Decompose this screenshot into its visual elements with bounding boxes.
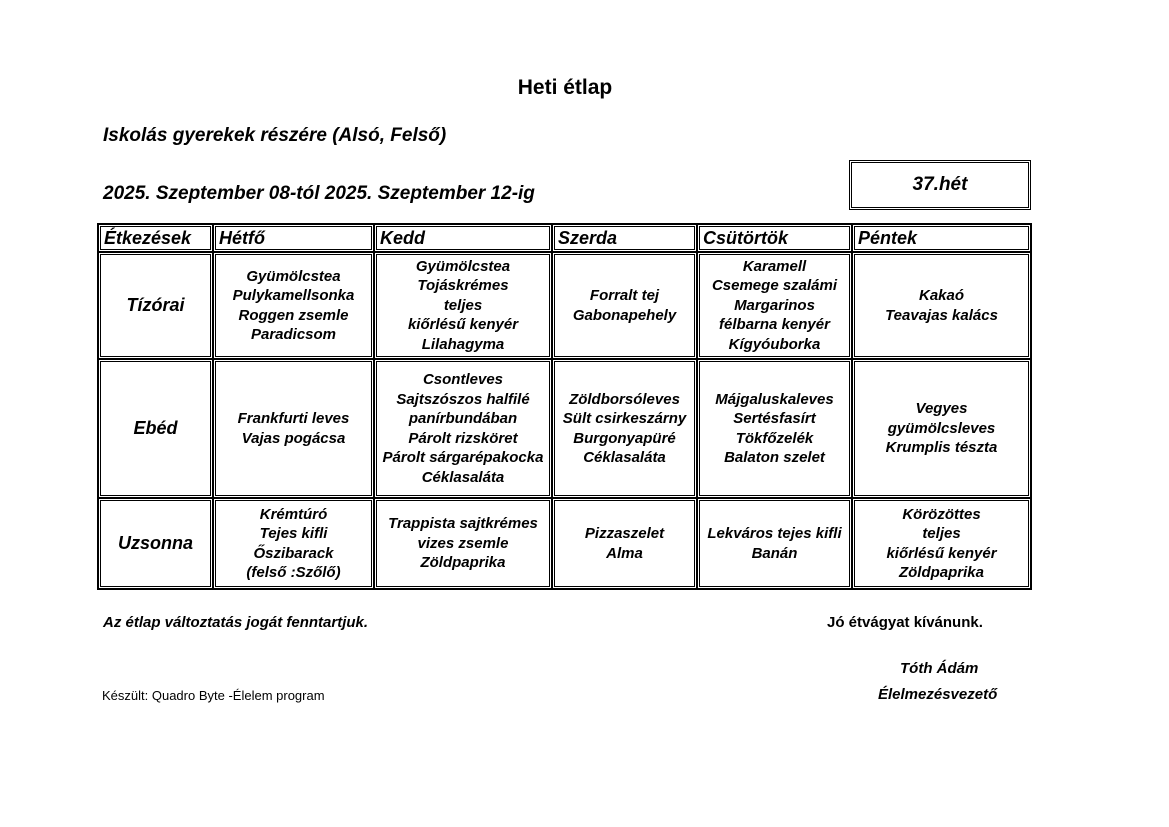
menu-item: Burgonyapüré — [573, 429, 676, 447]
menu-item: félbarna kenyér — [719, 316, 830, 334]
menu-item: Alma — [606, 544, 643, 562]
menu-cell-monday — [213, 252, 374, 359]
menu-item: Párolt sárgarépakocka — [382, 449, 544, 466]
menu-item: Zöldborsóleves — [569, 390, 680, 408]
software-credit: Készült: Quadro Byte -Élelem program — [102, 688, 325, 703]
meal-name: Ebéd — [98, 359, 213, 498]
week-number-box — [849, 160, 1031, 210]
menu-cell-wednesday — [552, 252, 697, 359]
menu-item: Sült csirkeszárny — [562, 410, 687, 427]
menu-cell-friday — [852, 252, 1031, 359]
menu-cell-friday — [852, 359, 1031, 498]
menu-cell-thursday — [697, 359, 852, 498]
meal-name: Tízórai — [98, 252, 213, 359]
menu-item: Tojáskrémes — [417, 277, 509, 295]
menu-item: Lekváros tejes kifli — [707, 525, 842, 542]
menu-item: teljes — [922, 525, 961, 542]
column-header-monday: Hétfő — [213, 224, 374, 252]
change-disclaimer: Az étlap változtatás jogát fenntartjuk. — [103, 614, 369, 631]
column-header-wednesday: Szerda — [552, 224, 697, 252]
menu-item: Csemege szalámi — [711, 277, 838, 295]
page-title: Heti étlap — [517, 76, 613, 99]
menu-item: Teavajas kalács — [885, 306, 998, 324]
menu-item: Céklasaláta — [583, 449, 666, 466]
menu-item: kiőrlésű kenyér — [407, 316, 519, 334]
menu-item: panírbundában — [408, 410, 518, 427]
menu-item: Kakaó — [918, 287, 965, 304]
menu-cell-thursday — [697, 498, 852, 589]
menu-cell-wednesday — [552, 498, 697, 589]
menu-item: Gabonapehely — [572, 306, 677, 324]
menu-item: Tejes kifli — [259, 525, 328, 542]
menu-item: Körözöttes — [902, 505, 981, 523]
menu-item: Margarinos — [734, 296, 815, 314]
menu-cell-friday — [852, 498, 1031, 589]
date-range: 2025. Szeptember 08-tól 2025. Szeptember 12-ig — [103, 183, 535, 204]
signer-name: Tóth Ádám — [900, 660, 979, 677]
menu-cell-monday — [213, 359, 374, 498]
weekly-menu-table — [97, 223, 1032, 590]
menu-item: Csontleves — [422, 371, 504, 388]
table-row-uzsonna — [98, 498, 1031, 589]
menu-cell-wednesday — [552, 359, 697, 498]
table-row-tizorai — [98, 252, 1031, 359]
signer-role: Élelmezésvezető — [878, 686, 998, 703]
table-header-row — [98, 224, 1031, 252]
menu-item: Sertésfasírt — [733, 410, 816, 427]
bon-appetit-note: Jó étvágyat kívánunk. — [827, 614, 983, 631]
menu-item: Párolt rizsköret — [408, 429, 518, 447]
menu-item: Tökfőzelék — [735, 429, 814, 447]
menu-item: Vajas pogácsa — [241, 429, 346, 447]
menu-cell-tuesday — [374, 498, 552, 589]
menu-item: Balaton szelet — [724, 449, 825, 466]
menu-item: Pizzaszelet — [584, 525, 665, 542]
menu-item: Gyümölcstea — [246, 267, 341, 285]
column-header-meals: Étkezések — [98, 224, 213, 252]
menu-item: Májgaluskaleves — [715, 390, 834, 408]
menu-item: Krumplis tészta — [885, 439, 998, 457]
menu-item: Zöldpaprika — [420, 554, 506, 572]
menu-item: (felső :Szőlő) — [246, 564, 341, 581]
column-header-tuesday: Kedd — [374, 224, 552, 252]
table-row-ebed — [98, 359, 1031, 498]
page-subtitle: Iskolás gyerekek részére (Alsó, Felső) — [103, 125, 447, 146]
week-number: 37.hét — [912, 174, 968, 195]
menu-item: Karamell — [742, 257, 807, 275]
menu-item: Gyümölcstea — [415, 257, 511, 275]
menu-item: Céklasaláta — [421, 468, 505, 486]
menu-item: Zöldpaprika — [898, 564, 984, 581]
menu-cell-monday — [213, 498, 374, 589]
menu-item: Roggen zsemle — [238, 306, 349, 324]
menu-item: Paradicsom — [250, 326, 337, 343]
menu-cell-thursday — [697, 252, 852, 359]
menu-item: Őszibarack — [253, 544, 334, 562]
column-header-friday: Péntek — [852, 224, 1031, 252]
menu-item: Lilahagyma — [421, 335, 505, 353]
menu-item: Pulykamellsonka — [232, 287, 355, 304]
menu-item: Kígyóuborka — [728, 335, 821, 353]
menu-item: Frankfurti leves — [237, 410, 350, 427]
menu-item: Vegyes — [915, 400, 968, 418]
menu-cell-tuesday — [374, 359, 552, 498]
meal-name: Uzsonna — [98, 498, 213, 589]
column-header-thursday: Csütörtök — [697, 224, 852, 252]
menu-item: Forralt tej — [589, 287, 660, 304]
menu-item: Trappista sajtkrémes — [388, 515, 538, 533]
menu-item: vizes zsemle — [417, 534, 509, 552]
menu-item: Sajtszószos halfilé — [396, 390, 530, 408]
menu-item: teljes — [443, 296, 483, 314]
menu-item: kiőrlésű kenyér — [886, 544, 997, 562]
menu-item: Banán — [751, 544, 798, 562]
menu-item: Krémtúró — [259, 505, 328, 523]
menu-item: gyümölcsleves — [887, 419, 996, 437]
menu-cell-tuesday — [374, 252, 552, 359]
